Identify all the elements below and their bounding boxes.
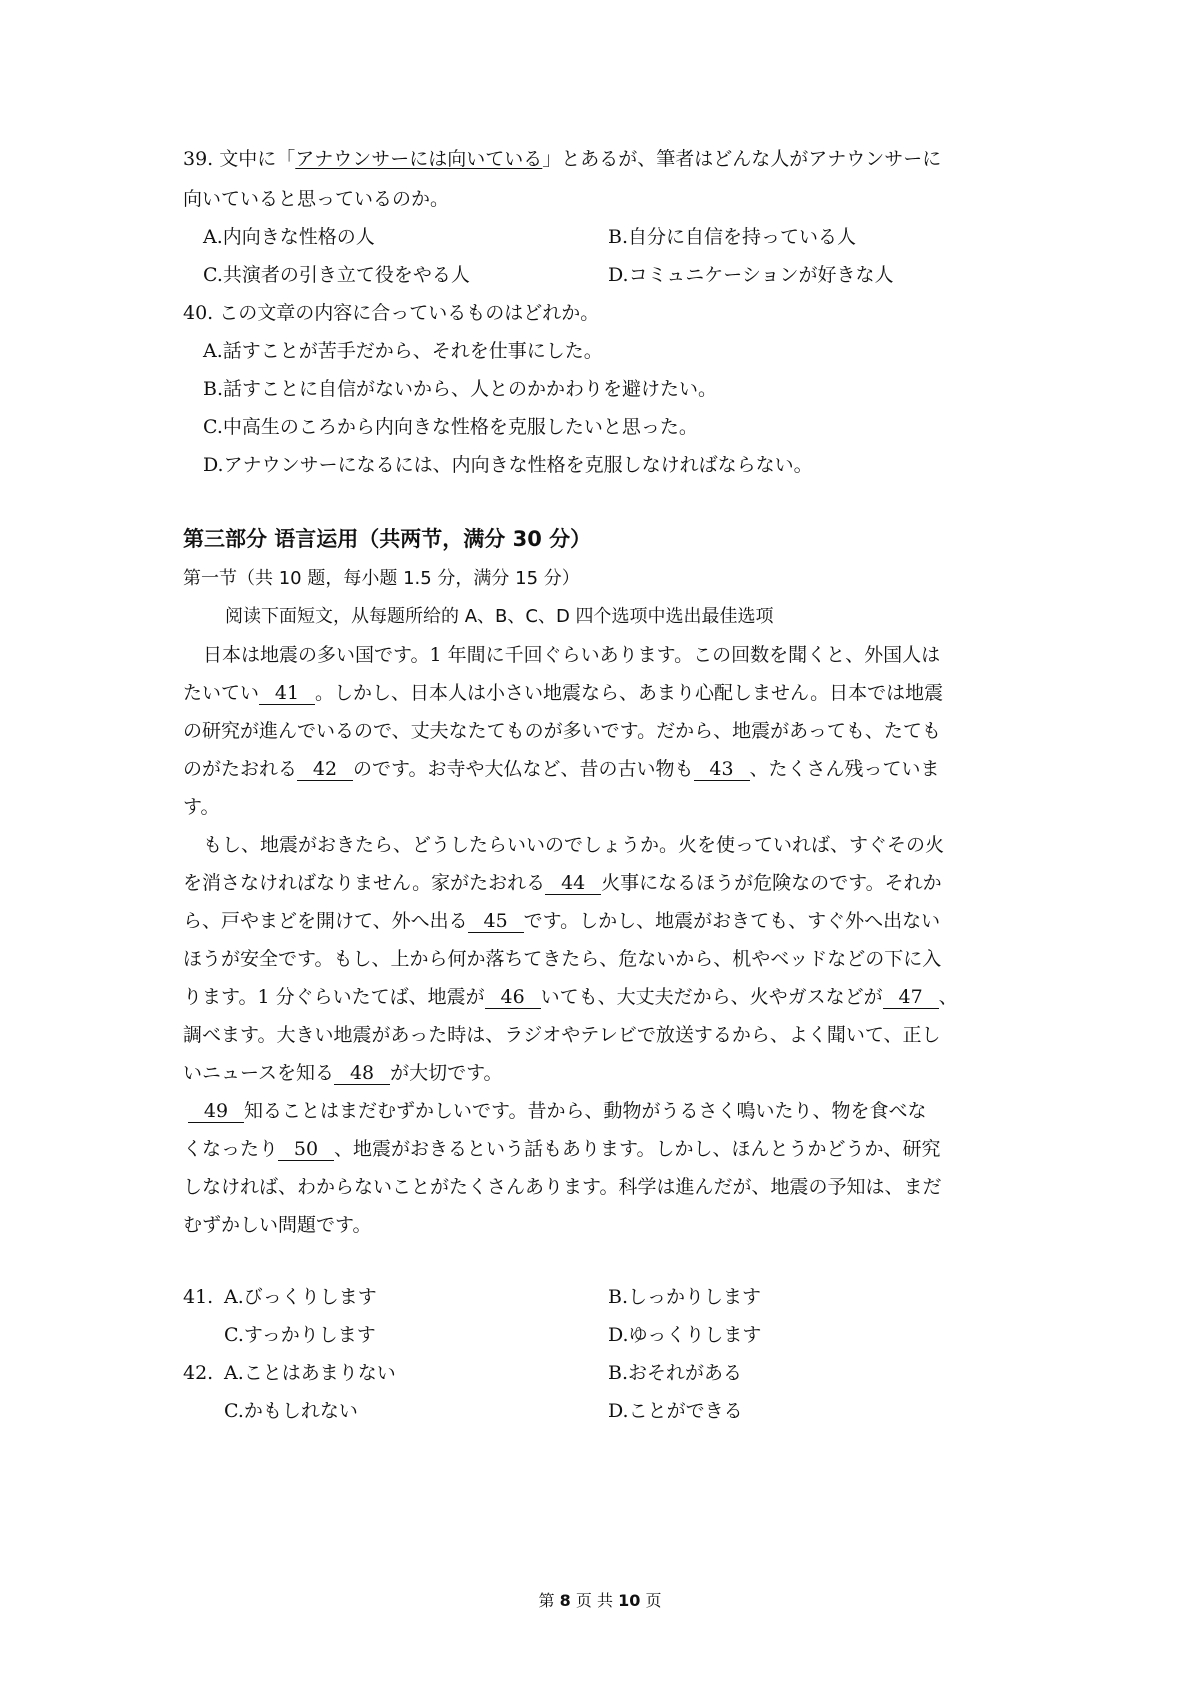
passage-p1-line2: たいてい 41 。しかし、日本人は小さい地震なら、あまり心配しません。日本では地震 [183,682,944,704]
q40-option-d: D.アナウンサーになるには、内向きな性格を克服しなければならない。 [203,454,813,476]
q39-option-d: D.コミュニケーションが好きな人 [608,264,894,286]
blank-46: 46 [485,986,541,1009]
passage-p2-line4: ほうが安全です。もし、上から何か落ちてきたら、危ないから、机やベッドなどの下に入 [183,948,942,970]
q39-option-b: B.自分に自信を持っている人 [608,226,857,248]
page-total: 10 [618,1591,641,1610]
passage-p2-line5: ります。1 分ぐらいたてば、地震が 46 いても、大丈夫だから、火やガスなどが 47 、 [183,986,958,1008]
part3-heading: 第三部分 语言运用（共两节，满分 30 分） [183,527,592,551]
passage-p3-line2: くなったり 50 、地震がおきるという話もあります。しかし、ほんとうかどうか、研究 [183,1138,941,1160]
blank-41: 41 [259,682,315,705]
q41-option-b: B.しっかりします [608,1286,762,1308]
section1-title: 第一节（共 10 题，每小题 1.5 分，满分 15 分） [183,568,580,589]
passage-p3-line4: むずかしい問題です。 [183,1214,372,1236]
blank-43: 43 [694,758,750,781]
passage-p2-line6: 調べます。大きい地震があった時は、ラジオやテレビで放送するから、よく聞いて、正し [183,1024,941,1046]
passage-p2-line7: いニュースを知る 48 が大切です。 [183,1062,503,1084]
passage-p2-line3: ら、戸やまどを開けて、外へ出る 45 です。しかし、地震がおきても、すぐ外へ出ない [183,910,941,932]
passage-p1-line4: のがたおれる 42 のです。お寺や大仏など、昔の古い物も 43 、たくさん残っていま [183,758,940,780]
q39-stem-line2: 向いていると思っているのか。 [183,188,450,210]
q40-option-a: A.話すことが苦手だから、それを仕事にした。 [203,340,603,362]
passage-p1-line5: す。 [183,796,220,818]
q40-stem: 40. この文章の内容に合っているものはどれか。 [183,302,600,324]
q40-option-c: C.中高生のころから内向きな性格を克服したいと思った。 [203,416,698,438]
page-number: 8 [559,1591,571,1610]
blank-42: 42 [297,758,353,781]
passage-p2-line2: を消さなければなりません。家がたおれる 44 火事になるほうが危険なのです。それか [183,872,942,894]
q39-option-c: C.共演者の引き立て役をやる人 [203,264,470,286]
passage-p1-line1: 日本は地震の多い国です。1 年間に千回ぐらいあります。この回数を聞くと、外国人は [203,644,941,666]
section1-instruction: 阅读下面短文，从每题所给的 A、B、C、D 四个选项中选出最佳选项 [225,606,774,627]
q40-option-b: B.話すことに自信がないから、人とのかかわりを避けたい。 [203,378,718,400]
q42-option-a: A.ことはあまりない [224,1362,396,1384]
blank-44: 44 [545,872,601,895]
q42-number: 42. [183,1362,214,1384]
q39-underlined-phrase: アナウンサーには向いている [295,148,543,170]
passage-p2-line1: もし、地震がおきたら、どうしたらいいのでしょうか。火を使っていれば、すぐその火 [203,834,945,856]
passage-p3-line1: 49 知ることはまだむずかしいです。昔から、動物がうるさく鳴いたり、物を食べな [188,1098,926,1124]
q41-number: 41. [183,1286,214,1308]
blank-45: 45 [468,910,524,933]
passage-p1-line3: の研究が進んでいるので、丈夫なたてものが多いです。だから、地震があっても、たても [183,720,941,742]
blank-48: 48 [334,1062,390,1085]
q41-option-a: A.びっくりします [224,1286,377,1308]
q41-option-c: C.すっかりします [224,1324,376,1346]
q42-option-c: C.かもしれない [224,1400,358,1422]
passage-p3-line3: しなければ、わからないことがたくさんあります。科学は進んだが、地震の予知は、まだ [183,1176,942,1198]
blank-49: 49 [188,1100,244,1123]
q39-option-a: A.内向きな性格の人 [203,226,375,248]
q41-option-d: D.ゆっくりします [608,1324,762,1346]
q39-stem: 39. 文中に「アナウンサーには向いている」とあるが、筆者はどんな人がアナウンサーに [183,148,942,170]
q42-option-d: D.ことができる [608,1400,743,1422]
blank-50: 50 [278,1138,334,1161]
q42-option-b: B.おそれがある [608,1362,743,1384]
blank-47: 47 [883,986,939,1009]
page-footer: 第 8 页 共 10 页 [538,1591,662,1610]
